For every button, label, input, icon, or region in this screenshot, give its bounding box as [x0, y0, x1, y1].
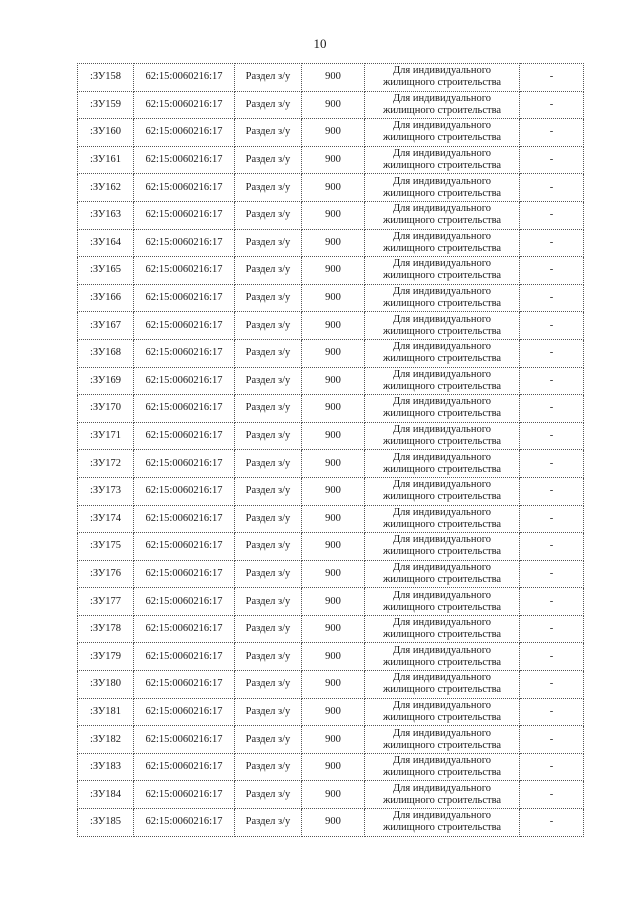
- table-row: [78, 312, 584, 340]
- permitted-use-cell: [365, 201, 520, 229]
- action-cell: Раздел з/у: [235, 284, 302, 312]
- permitted-use-line: жилищного строительства: [382, 573, 502, 585]
- plot-id-cell: :ЗУ178: [78, 615, 134, 643]
- plot-id-cell: :ЗУ180: [78, 671, 134, 699]
- cadastral-number-cell: 62:15:0060216:17: [134, 698, 235, 726]
- plot-id-cell: :ЗУ163: [78, 201, 134, 229]
- permitted-use-cell: [365, 119, 520, 147]
- area-cell: 900: [302, 615, 365, 643]
- plot-id-cell: :ЗУ167: [78, 312, 134, 340]
- note-cell: -: [520, 505, 584, 533]
- permitted-use-line: Для индивидуального: [392, 230, 492, 242]
- permitted-use-line: жилищного строительства: [382, 518, 502, 530]
- action-cell: Раздел з/у: [235, 450, 302, 478]
- action-cell: Раздел з/у: [235, 119, 302, 147]
- table-row: [78, 64, 584, 92]
- note-cell: -: [520, 753, 584, 781]
- action-cell: Раздел з/у: [235, 671, 302, 699]
- plot-id-cell: :ЗУ179: [78, 643, 134, 671]
- note-cell: -: [520, 615, 584, 643]
- permitted-use-line: жилищного строительства: [382, 132, 502, 144]
- note-cell: -: [520, 726, 584, 754]
- permitted-use-line: жилищного строительства: [382, 546, 502, 558]
- cadastral-number-cell: 62:15:0060216:17: [134, 505, 235, 533]
- permitted-use-cell: [365, 753, 520, 781]
- plot-id-cell: :ЗУ171: [78, 422, 134, 450]
- permitted-use-line: жилищного строительства: [382, 794, 502, 806]
- permitted-use-line: Для индивидуального: [392, 424, 492, 436]
- permitted-use-line: жилищного строительства: [382, 436, 502, 448]
- action-cell: Раздел з/у: [235, 753, 302, 781]
- action-cell: Раздел з/у: [235, 505, 302, 533]
- area-cell: 900: [302, 174, 365, 202]
- cadastral-number-cell: 62:15:0060216:17: [134, 312, 235, 340]
- area-cell: 900: [302, 312, 365, 340]
- area-cell: 900: [302, 146, 365, 174]
- area-cell: 900: [302, 257, 365, 285]
- cadastral-number-cell: 62:15:0060216:17: [134, 174, 235, 202]
- table-row: [78, 201, 584, 229]
- permitted-use-line: Для индивидуального: [392, 617, 492, 629]
- permitted-use-cell: [365, 367, 520, 395]
- permitted-use-line: Для индивидуального: [392, 258, 492, 270]
- area-cell: 900: [302, 119, 365, 147]
- cadastral-number-cell: 62:15:0060216:17: [134, 643, 235, 671]
- permitted-use-line: жилищного строительства: [382, 711, 502, 723]
- plot-id-cell: :ЗУ170: [78, 395, 134, 423]
- permitted-use-cell: [365, 229, 520, 257]
- note-cell: -: [520, 367, 584, 395]
- permitted-use-line: Для индивидуального: [392, 368, 492, 380]
- permitted-use-cell: [365, 533, 520, 561]
- permitted-use-cell: [365, 174, 520, 202]
- action-cell: Раздел з/у: [235, 64, 302, 92]
- area-cell: 900: [302, 698, 365, 726]
- area-cell: 900: [302, 753, 365, 781]
- table-row: [78, 174, 584, 202]
- permitted-use-cell: [365, 505, 520, 533]
- table-row: [78, 422, 584, 450]
- note-cell: -: [520, 119, 584, 147]
- permitted-use-cell: [365, 643, 520, 671]
- area-cell: 900: [302, 643, 365, 671]
- permitted-use-line: жилищного строительства: [382, 353, 502, 365]
- permitted-use-cell: [365, 450, 520, 478]
- plot-id-cell: :ЗУ165: [78, 257, 134, 285]
- permitted-use-cell: [365, 312, 520, 340]
- permitted-use-line: Для индивидуального: [392, 644, 492, 656]
- action-cell: Раздел з/у: [235, 533, 302, 561]
- cadastral-number-cell: 62:15:0060216:17: [134, 367, 235, 395]
- note-cell: -: [520, 257, 584, 285]
- permitted-use-cell: [365, 560, 520, 588]
- permitted-use-line: жилищного строительства: [382, 215, 502, 227]
- plot-id-cell: :ЗУ182: [78, 726, 134, 754]
- table-row: [78, 339, 584, 367]
- action-cell: Раздел з/у: [235, 477, 302, 505]
- table-row: [78, 229, 584, 257]
- cadastral-number-cell: 62:15:0060216:17: [134, 339, 235, 367]
- permitted-use-line: жилищного строительства: [382, 408, 502, 420]
- table-row: [78, 671, 584, 699]
- cadastral-number-cell: 62:15:0060216:17: [134, 533, 235, 561]
- area-cell: 900: [302, 560, 365, 588]
- cadastral-number-cell: 62:15:0060216:17: [134, 422, 235, 450]
- permitted-use-line: жилищного строительства: [382, 739, 502, 751]
- note-cell: -: [520, 146, 584, 174]
- action-cell: Раздел з/у: [235, 312, 302, 340]
- note-cell: -: [520, 174, 584, 202]
- table-row: [78, 615, 584, 643]
- permitted-use-line: жилищного строительства: [382, 270, 502, 282]
- area-cell: 900: [302, 201, 365, 229]
- action-cell: Раздел з/у: [235, 698, 302, 726]
- note-cell: -: [520, 533, 584, 561]
- plot-id-cell: :ЗУ169: [78, 367, 134, 395]
- plot-id-cell: :ЗУ172: [78, 450, 134, 478]
- plot-id-cell: :ЗУ161: [78, 146, 134, 174]
- permitted-use-line: жилищного строительства: [382, 684, 502, 696]
- plot-id-cell: :ЗУ166: [78, 284, 134, 312]
- plot-id-cell: :ЗУ181: [78, 698, 134, 726]
- permitted-use-line: Для индивидуального: [392, 479, 492, 491]
- cadastral-number-cell: 62:15:0060216:17: [134, 671, 235, 699]
- permitted-use-line: Для индивидуального: [392, 534, 492, 546]
- note-cell: -: [520, 698, 584, 726]
- permitted-use-line: Для индивидуального: [392, 782, 492, 794]
- permitted-use-line: Для индивидуального: [392, 699, 492, 711]
- plot-id-cell: :ЗУ159: [78, 91, 134, 119]
- permitted-use-line: жилищного строительства: [382, 491, 502, 503]
- permitted-use-line: жилищного строительства: [382, 463, 502, 475]
- table-row: [78, 809, 584, 837]
- table-row: [78, 477, 584, 505]
- action-cell: Раздел з/у: [235, 367, 302, 395]
- page-number: 10: [313, 36, 327, 51]
- permitted-use-line: жилищного строительства: [382, 160, 502, 172]
- permitted-use-line: жилищного строительства: [382, 77, 502, 89]
- note-cell: -: [520, 284, 584, 312]
- plot-id-cell: :ЗУ173: [78, 477, 134, 505]
- permitted-use-cell: [365, 64, 520, 92]
- action-cell: Раздел з/у: [235, 257, 302, 285]
- action-cell: Раздел з/у: [235, 560, 302, 588]
- permitted-use-cell: [365, 726, 520, 754]
- permitted-use-line: Для индивидуального: [392, 451, 492, 463]
- action-cell: Раздел з/у: [235, 422, 302, 450]
- permitted-use-line: Для индивидуального: [392, 727, 492, 739]
- note-cell: -: [520, 781, 584, 809]
- permitted-use-line: Для индивидуального: [392, 506, 492, 518]
- cadastral-number-cell: 62:15:0060216:17: [134, 64, 235, 92]
- permitted-use-line: Для индивидуального: [392, 313, 492, 325]
- table-row: [78, 450, 584, 478]
- note-cell: -: [520, 450, 584, 478]
- permitted-use-line: Для индивидуального: [392, 755, 492, 767]
- note-cell: -: [520, 339, 584, 367]
- permitted-use-line: Для индивидуального: [392, 203, 492, 215]
- plot-id-cell: :ЗУ184: [78, 781, 134, 809]
- cadastral-number-cell: 62:15:0060216:17: [134, 781, 235, 809]
- table-row: [78, 91, 584, 119]
- permitted-use-line: жилищного строительства: [382, 104, 502, 116]
- permitted-use-cell: [365, 146, 520, 174]
- action-cell: Раздел з/у: [235, 726, 302, 754]
- plot-id-cell: :ЗУ177: [78, 588, 134, 616]
- area-cell: 900: [302, 809, 365, 837]
- note-cell: -: [520, 91, 584, 119]
- action-cell: Раздел з/у: [235, 146, 302, 174]
- permitted-use-line: Для индивидуального: [392, 175, 492, 187]
- permitted-use-line: жилищного строительства: [382, 325, 502, 337]
- plot-id-cell: :ЗУ164: [78, 229, 134, 257]
- table-row: [78, 146, 584, 174]
- permitted-use-cell: [365, 257, 520, 285]
- area-cell: 900: [302, 533, 365, 561]
- note-cell: -: [520, 201, 584, 229]
- permitted-use-cell: [365, 339, 520, 367]
- permitted-use-cell: [365, 781, 520, 809]
- note-cell: -: [520, 643, 584, 671]
- table-row: [78, 588, 584, 616]
- plot-id-cell: :ЗУ176: [78, 560, 134, 588]
- cadastral-number-cell: 62:15:0060216:17: [134, 753, 235, 781]
- action-cell: Раздел з/у: [235, 781, 302, 809]
- permitted-use-line: Для индивидуального: [392, 65, 492, 77]
- plot-id-cell: :ЗУ158: [78, 64, 134, 92]
- cadastral-number-cell: 62:15:0060216:17: [134, 395, 235, 423]
- cadastral-number-cell: 62:15:0060216:17: [134, 201, 235, 229]
- permitted-use-line: жилищного строительства: [382, 601, 502, 613]
- table-row: [78, 367, 584, 395]
- permitted-use-line: жилищного строительства: [382, 629, 502, 641]
- action-cell: Раздел з/у: [235, 174, 302, 202]
- permitted-use-line: жилищного строительства: [382, 298, 502, 310]
- cadastral-number-cell: 62:15:0060216:17: [134, 146, 235, 174]
- note-cell: -: [520, 588, 584, 616]
- table-row: [78, 753, 584, 781]
- plot-id-cell: :ЗУ162: [78, 174, 134, 202]
- table-row: [78, 781, 584, 809]
- area-cell: 900: [302, 588, 365, 616]
- area-cell: 900: [302, 339, 365, 367]
- table-row: [78, 505, 584, 533]
- cadastral-number-cell: 62:15:0060216:17: [134, 91, 235, 119]
- cadastral-number-cell: 62:15:0060216:17: [134, 119, 235, 147]
- table-row: [78, 698, 584, 726]
- cadastral-number-cell: 62:15:0060216:17: [134, 588, 235, 616]
- note-cell: -: [520, 312, 584, 340]
- table-row: [78, 284, 584, 312]
- table-row: [78, 560, 584, 588]
- cadastral-number-cell: 62:15:0060216:17: [134, 229, 235, 257]
- permitted-use-cell: [365, 615, 520, 643]
- action-cell: Раздел з/у: [235, 229, 302, 257]
- permitted-use-line: Для индивидуального: [392, 148, 492, 160]
- permitted-use-line: жилищного строительства: [382, 380, 502, 392]
- permitted-use-line: Для индивидуального: [392, 672, 492, 684]
- note-cell: -: [520, 671, 584, 699]
- action-cell: Раздел з/у: [235, 588, 302, 616]
- permitted-use-line: Для индивидуального: [392, 120, 492, 132]
- plot-id-cell: :ЗУ175: [78, 533, 134, 561]
- permitted-use-cell: [365, 588, 520, 616]
- permitted-use-line: Для индивидуального: [392, 341, 492, 353]
- note-cell: -: [520, 422, 584, 450]
- table-row: [78, 533, 584, 561]
- cadastral-number-cell: 62:15:0060216:17: [134, 809, 235, 837]
- plot-id-cell: :ЗУ168: [78, 339, 134, 367]
- note-cell: -: [520, 477, 584, 505]
- land-plot-table: [77, 63, 584, 837]
- area-cell: 900: [302, 229, 365, 257]
- permitted-use-line: Для индивидуального: [392, 92, 492, 104]
- permitted-use-cell: [365, 698, 520, 726]
- cadastral-number-cell: 62:15:0060216:17: [134, 560, 235, 588]
- permitted-use-line: Для индивидуального: [392, 561, 492, 573]
- action-cell: Раздел з/у: [235, 643, 302, 671]
- table-body: [78, 64, 584, 837]
- action-cell: Раздел з/у: [235, 615, 302, 643]
- area-cell: 900: [302, 64, 365, 92]
- permitted-use-cell: [365, 671, 520, 699]
- action-cell: Раздел з/у: [235, 809, 302, 837]
- permitted-use-line: жилищного строительства: [382, 242, 502, 254]
- table-row: [78, 395, 584, 423]
- permitted-use-line: Для индивидуального: [392, 589, 492, 601]
- area-cell: 900: [302, 477, 365, 505]
- permitted-use-line: жилищного строительства: [382, 822, 502, 834]
- area-cell: 900: [302, 422, 365, 450]
- permitted-use-cell: [365, 284, 520, 312]
- permitted-use-line: жилищного строительства: [382, 187, 502, 199]
- note-cell: -: [520, 809, 584, 837]
- permitted-use-line: Для индивидуального: [392, 810, 492, 822]
- note-cell: -: [520, 64, 584, 92]
- cadastral-number-cell: 62:15:0060216:17: [134, 615, 235, 643]
- area-cell: 900: [302, 450, 365, 478]
- cadastral-number-cell: 62:15:0060216:17: [134, 257, 235, 285]
- table-row: [78, 726, 584, 754]
- permitted-use-cell: [365, 809, 520, 837]
- plot-id-cell: :ЗУ174: [78, 505, 134, 533]
- area-cell: 900: [302, 367, 365, 395]
- area-cell: 900: [302, 726, 365, 754]
- cadastral-number-cell: 62:15:0060216:17: [134, 726, 235, 754]
- action-cell: Раздел з/у: [235, 91, 302, 119]
- cadastral-number-cell: 62:15:0060216:17: [134, 450, 235, 478]
- permitted-use-line: жилищного строительства: [382, 767, 502, 779]
- permitted-use-line: Для индивидуального: [392, 286, 492, 298]
- permitted-use-cell: [365, 477, 520, 505]
- permitted-use-cell: [365, 91, 520, 119]
- area-cell: 900: [302, 671, 365, 699]
- plot-id-cell: :ЗУ160: [78, 119, 134, 147]
- table-row: [78, 119, 584, 147]
- area-cell: 900: [302, 284, 365, 312]
- permitted-use-cell: [365, 395, 520, 423]
- permitted-use-line: Для индивидуального: [392, 396, 492, 408]
- note-cell: -: [520, 229, 584, 257]
- note-cell: -: [520, 395, 584, 423]
- action-cell: Раздел з/у: [235, 395, 302, 423]
- table-row: [78, 643, 584, 671]
- action-cell: Раздел з/у: [235, 201, 302, 229]
- plot-id-cell: :ЗУ183: [78, 753, 134, 781]
- permitted-use-line: жилищного строительства: [382, 656, 502, 668]
- note-cell: -: [520, 560, 584, 588]
- permitted-use-cell: [365, 422, 520, 450]
- area-cell: 900: [302, 395, 365, 423]
- area-cell: 900: [302, 781, 365, 809]
- area-cell: 900: [302, 505, 365, 533]
- action-cell: Раздел з/у: [235, 339, 302, 367]
- cadastral-number-cell: 62:15:0060216:17: [134, 284, 235, 312]
- table-row: [78, 257, 584, 285]
- area-cell: 900: [302, 91, 365, 119]
- cadastral-number-cell: 62:15:0060216:17: [134, 477, 235, 505]
- plot-id-cell: :ЗУ185: [78, 809, 134, 837]
